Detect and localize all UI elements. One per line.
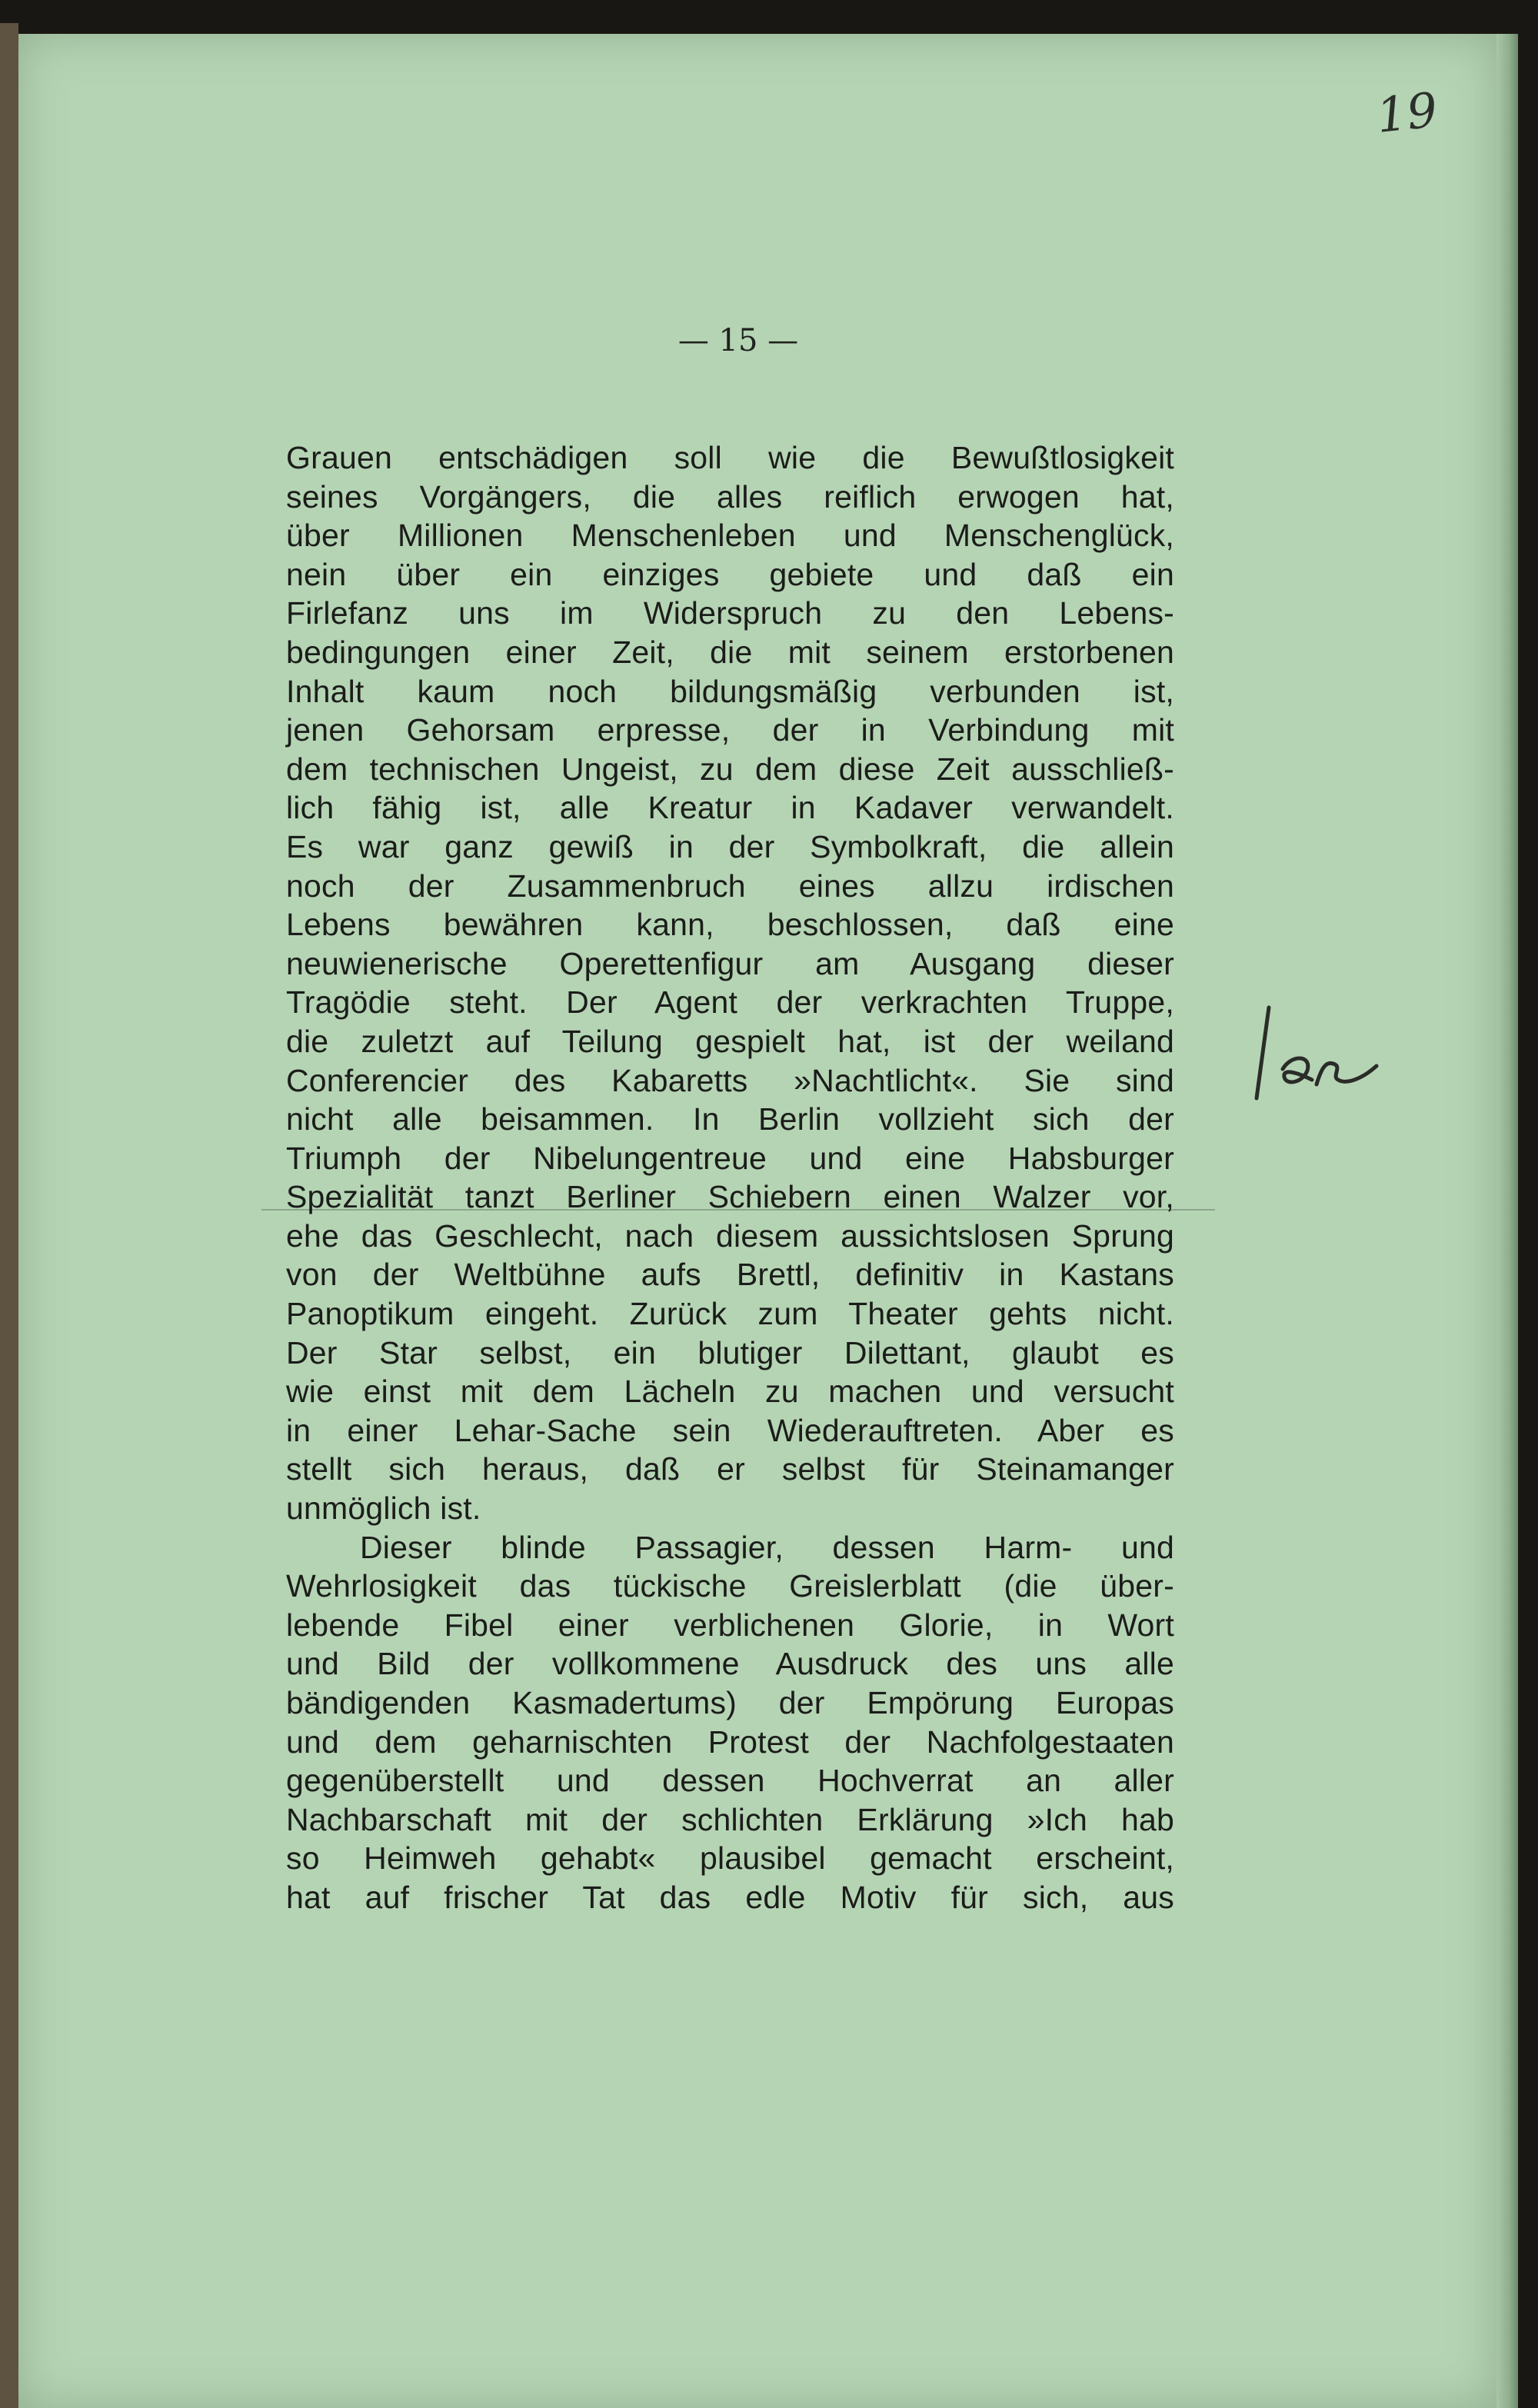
text-line: Es war ganz gewiß in der Symbolkraft, die allein bbox=[286, 828, 1174, 864]
binding-strip bbox=[0, 23, 18, 2408]
text-line: noch der Zusammenbruch eines allzu irdischen bbox=[286, 868, 1174, 904]
text-line: Conferencier des Kabaretts »Nachtlicht«. Sie sind bbox=[286, 1062, 1174, 1098]
text-line: gegenüberstellt und dessen Hochverrat an aller bbox=[286, 1763, 1174, 1799]
text-line: bedingungen einer Zeit, die mit seinem erstorbenen bbox=[286, 634, 1174, 670]
text-line: neuwienerische Operettenfigur am Ausgang dieser bbox=[286, 945, 1174, 981]
text-line: Inhalt kaum noch bildungsmäßig verbunden ist, bbox=[286, 673, 1174, 709]
text-line: hat auf frischer Tat das edle Motiv für sich, aus bbox=[286, 1879, 1174, 1915]
text-line: Panoptikum eingeht. Zurück zum Theater gehts nicht. bbox=[286, 1296, 1174, 1332]
printed-page-number: — 15 — bbox=[677, 323, 799, 358]
text-line: Lebens bewähren kann, beschlossen, daß eine bbox=[286, 907, 1174, 943]
text-line: Der Star selbst, ein blutiger Dilettant, glaubt es bbox=[286, 1334, 1174, 1371]
page-edge bbox=[1496, 34, 1518, 2408]
text-line: stellt sich heraus, daß er selbst für Steinamanger bbox=[286, 1451, 1174, 1487]
text-line: jenen Gehorsam erpresse, der in Verbindung mit bbox=[286, 712, 1174, 748]
handwritten-margin-correction bbox=[1246, 1000, 1384, 1107]
text-line: seines Vorgängers, die alles reiflich erwogen hat, bbox=[286, 478, 1174, 515]
paragraph-2 bbox=[286, 1528, 1174, 1917]
text-line: wie einst mit dem Lächeln zu machen und versucht bbox=[286, 1374, 1174, 1410]
text-line: Nachbarschaft mit der schlichten Erklärung »Ich hab bbox=[286, 1801, 1174, 1837]
body-text bbox=[286, 438, 1174, 1917]
margin-note-scribble-icon bbox=[1246, 1000, 1384, 1107]
text-line: Grauen entschädigen soll wie die Bewußtlosigkeit bbox=[286, 440, 1174, 475]
text-line: von der Weltbühne aufs Brettl, definitiv in Kastans bbox=[286, 1257, 1174, 1293]
text-line: nein über ein einziges gebiete und daß ein bbox=[286, 556, 1174, 592]
text-line: und dem geharnischten Protest der Nachfolgestaaten bbox=[286, 1724, 1174, 1760]
text-line: bändigenden Kasmadertums) der Empörung Europas bbox=[286, 1685, 1174, 1720]
text-line: nicht alle beisammen. In Berlin vollzieht sich der bbox=[286, 1101, 1174, 1137]
text-line: und Bild der vollkommene Ausdruck des uns alle bbox=[286, 1646, 1174, 1682]
text-line: lebende Fibel einer verblichenen Glorie, in Wort bbox=[286, 1607, 1174, 1643]
text-line: Spezialität tanzt Berliner Schiebern einen Walzer vor, bbox=[286, 1179, 1174, 1215]
text-line: Wehrlosigkeit das tückische Greislerblatt (die über- bbox=[286, 1568, 1174, 1604]
text-line: Firlefanz uns im Widerspruch zu den Lebens- bbox=[286, 595, 1174, 631]
text-line: lich fähig ist, alle Kreatur in Kadaver verwandelt. bbox=[286, 790, 1174, 826]
paragraph-1 bbox=[286, 438, 1174, 1528]
text-line: über Millionen Menschenleben und Menschenglück, bbox=[286, 518, 1174, 554]
handwritten-folio-number: 19 bbox=[1373, 82, 1440, 144]
text-line: unmöglich ist. bbox=[286, 1490, 481, 1527]
text-line: Triumph der Nibelungentreue und eine Habsburger bbox=[286, 1140, 1174, 1176]
text-line: ehe das Geschlecht, nach diesem aussichtslosen Sprung bbox=[286, 1217, 1174, 1254]
text-line: dem technischen Ungeist, zu dem diese Zeit ausschließ- bbox=[286, 751, 1174, 787]
text-line: die zuletzt auf Teilung gespielt hat, ist der weiland bbox=[286, 1023, 1174, 1059]
text-line: in einer Lehar-Sache sein Wiederauftreten. Aber es bbox=[286, 1412, 1174, 1448]
text-line: Tragödie steht. Der Agent der verkrachten Truppe, bbox=[286, 984, 1174, 1021]
text-line: so Heimweh gehabt« plausibel gemacht erscheint, bbox=[286, 1840, 1174, 1877]
text-line: Dieser blinde Passagier, dessen Harm- und bbox=[360, 1529, 1174, 1565]
